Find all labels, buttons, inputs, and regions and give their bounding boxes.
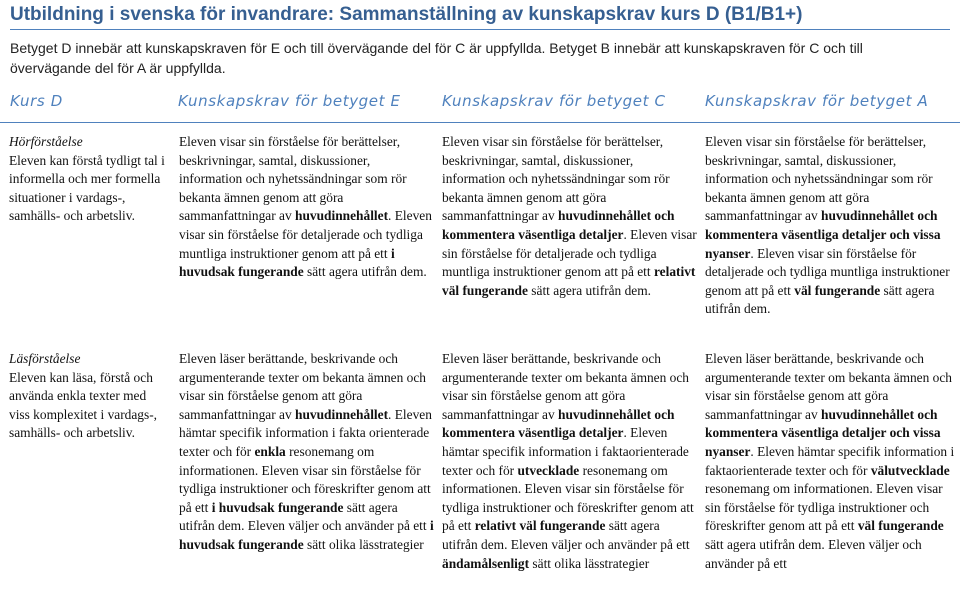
body-text: Eleven visar sin förståelse för berättelser, beskrivningar, samtal, diskussioner, information och nyhetssändningar som rör bekanta ämnen genom att göra sammanfattningar av	[705, 134, 933, 224]
body-text: . Eleven hämtar specifik information i fakta orienterade texter och för	[179, 406, 432, 459]
body-text: sätt agera utifrån dem. Eleven väljer och använder på ett	[442, 518, 690, 552]
body-text: Eleven läser berättande, beskrivande och argumenterande texter om bekanta ämnen och visar sin förståelse genom att göra sammanfattningar av	[705, 351, 953, 422]
body-text: resonemang om informationen. Eleven visar sin förståelse för tydliga instruktioner och föreskrifter genom att på ett	[705, 481, 943, 534]
body-text: sätt agera utifrån dem.	[303, 264, 427, 280]
emphasis-text: ändamålsenligt	[442, 555, 530, 571]
body-text: sätt agera utifrån dem. Eleven väljer och använder på ett	[179, 499, 430, 534]
emphasis-text: huvudinnehållet	[295, 208, 389, 224]
emphasis-text: huvudinnehållet och kommentera väsentliga detaljer och vissa nyanser	[705, 208, 941, 261]
emphasis-text: huvudinnehållet och kommentera väsentliga detaljer och vissa nyanser	[705, 406, 941, 459]
body-text: sätt agera utifrån dem.	[705, 282, 935, 317]
body-text: . Eleven hämtar specifik information i faktaorienterade texter och för	[705, 443, 955, 478]
table-header	[0, 92, 960, 118]
emphasis-text: enkla	[254, 443, 286, 459]
emphasis-text: huvudinnehållet	[295, 406, 389, 422]
criteria-cell-c	[442, 133, 697, 300]
body-text: . Eleven visar sin förståelse för detaljerade och tydliga muntliga instruktioner genom att på ett	[442, 226, 697, 280]
header-divider	[0, 122, 960, 123]
criteria-cell-c	[442, 350, 697, 573]
header-betyget-a: Kunskapskrav för betyget A	[705, 92, 929, 110]
header-betyget-e: Kunskapskrav för betyget E	[178, 92, 401, 110]
body-text: . Eleven hämtar specifik information i faktaorienterade texter och för	[442, 425, 689, 478]
body-text: Eleven visar sin förståelse för berättelser, beskrivningar, samtal, diskussioner, information och nyhetssändningar som rör bekanta ämnen genom att göra sammanfattningar av	[179, 134, 407, 224]
emphasis-text: välutvecklade	[870, 462, 950, 478]
body-text: sätt olika lässtrategier	[529, 555, 650, 571]
skill-cell	[9, 350, 167, 443]
emphasis-text: huvudinnehållet och kommentera väsentliga detaljer	[442, 406, 675, 441]
skill-label: Hörförståelse	[9, 134, 83, 149]
title-divider	[10, 29, 950, 30]
criteria-cell-e	[179, 133, 434, 282]
header-kurs-d: Kurs D	[10, 92, 63, 110]
document-title: Utbildning i svenska för invandrare: Sammanställning av kunskapskrav kurs D (B1/B1+)	[10, 4, 803, 25]
emphasis-text: i huvudsak fungerande	[179, 518, 434, 552]
body-text: resonemang om informationen. Eleven visar sin förståelse för tydliga instruktioner och föreskrifter genom att på ett	[442, 462, 694, 534]
emphasis-text: väl fungerande	[857, 518, 944, 534]
body-text: . Eleven visar sin förståelse för detaljerade och tydliga muntliga instruktioner genom att på ett	[179, 208, 432, 261]
skill-cell	[9, 133, 167, 226]
emphasis-text: huvudinnehållet och kommentera väsentliga detaljer	[442, 208, 675, 242]
skill-label: Läsförståelse	[9, 351, 81, 366]
criteria-cell-a	[705, 133, 957, 319]
criteria-cell-a	[705, 350, 957, 573]
body-text: . Eleven visar sin förståelse för detaljerade och tydliga muntliga instruktioner genom att på ett	[705, 245, 950, 298]
emphasis-text: i huvudsak fungerande	[211, 499, 344, 515]
intro-paragraph: Betyget D innebär att kunskapskraven för E och till övervägande del för C är uppfyllda. Betyget B innebär att kunskapskraven för C och till övervägande del för A är uppfyllda.	[10, 40, 863, 76]
emphasis-text: relativt väl fungerande	[474, 518, 606, 534]
skill-description: Eleven kan läsa, förstå och använda enkla texter med viss komplexitet i vardags-, samhälls- och arbetsliv.	[9, 369, 158, 441]
emphasis-text: utvecklade	[517, 462, 580, 478]
emphasis-text: i huvudsak fungerande	[179, 245, 395, 280]
body-text: Eleven läser berättande, beskrivande och argumenterande texter om bekanta ämnen och visar sin förståelse genom att göra sammanfattningar av	[179, 351, 427, 422]
emphasis-text: väl fungerande	[794, 282, 881, 298]
header-betyget-c: Kunskapskrav för betyget C	[442, 92, 666, 110]
body-text: Eleven läser berättande, beskrivande och argumenterande texter om bekanta ämnen och visar sin förståelse genom att göra sammanfattningar av	[442, 351, 690, 422]
body-text: sätt olika lässtrategier	[303, 536, 424, 552]
body-text: sätt agera utifrån dem. Eleven väljer och använder på ett	[705, 536, 922, 571]
body-text: resonemang om informationen. Eleven visar sin förståelse för tydliga instruktioner och föreskrifter genom att på ett	[179, 443, 431, 515]
criteria-cell-e	[179, 350, 434, 555]
body-text: sätt agera utifrån dem.	[527, 282, 652, 298]
body-text: Eleven visar sin förståelse för berättelser, beskrivningar, samtal, diskussioner, information och nyhetssändningar som rör bekanta ämnen genom att göra sammanfattningar av	[442, 134, 670, 224]
skill-description: Eleven kan förstå tydligt tal i informella och mer formella situationer i vardags-, samhälls- och arbetsliv.	[9, 152, 165, 224]
emphasis-text: relativt väl fungerande	[442, 264, 696, 298]
